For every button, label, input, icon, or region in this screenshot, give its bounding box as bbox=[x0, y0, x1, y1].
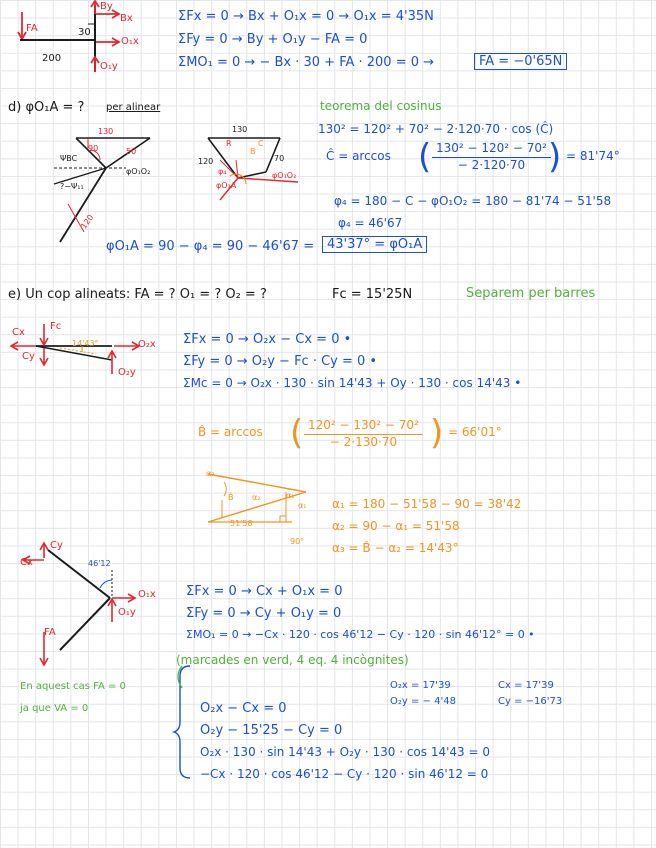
cos-eq-2-lhs: Ĉ = arccos bbox=[326, 149, 391, 163]
cos-eq-2-fraction bbox=[432, 141, 551, 173]
b-angle-lhs: B̂ = arccos bbox=[198, 425, 263, 439]
top-result-fa: FA = −0'65N bbox=[474, 53, 567, 70]
e-angle-triangle bbox=[196, 462, 326, 552]
system-eq-3: O₂x · 130 · sin 14'43 + O₂y · 130 · cos 14'43 = 0 bbox=[200, 745, 490, 759]
cos-theorem-title: teorema del cosinus bbox=[320, 99, 442, 113]
section-e-fc: Fc = 15'25N bbox=[332, 287, 413, 302]
e-bar-free-body-diagram bbox=[0, 310, 180, 390]
tri-b: B̂ bbox=[228, 493, 234, 502]
alpha3-eq: α₃ = B̂ − α₂ = 14'43° bbox=[332, 541, 459, 555]
tri-51-58: 51'58 bbox=[230, 519, 253, 528]
sol-cx: Cx = 17'39 bbox=[498, 680, 554, 691]
sol-o2y: O₂y = − 4'48 bbox=[390, 696, 456, 707]
d1-label-120: 120 bbox=[79, 212, 96, 231]
cos-eq-3: φ₄ = 180 − C − φO₁O₂ = 180 − 81'74 − 51'58 bbox=[334, 194, 612, 208]
b-angle-denominator: − 2·130·70 bbox=[329, 434, 398, 449]
d-result-lhs: φO₁A = 90 − φ₄ = 90 − 46'67 = bbox=[106, 239, 315, 254]
f-cx-label: Cx bbox=[20, 557, 33, 568]
system-brace bbox=[172, 662, 196, 782]
e-eq-sum-mc: ΣMc = 0 → O₂x · 130 · sin 14'43 + Oy · 130 · cos 14'43 • bbox=[183, 376, 522, 390]
d1-label-130: 130 bbox=[98, 127, 114, 136]
fa-zero-note-2: ja que VA = 0 bbox=[20, 703, 89, 714]
f-eq-sum-fy: ΣFy = 0 → Cy + O₁y = 0 bbox=[186, 606, 342, 621]
e-fc-label: Fc bbox=[50, 321, 62, 332]
d2-label-120: 120 bbox=[198, 157, 214, 166]
d1-label-phio1o2: φO₁O₂ bbox=[126, 167, 151, 176]
e-cx-label: Cx bbox=[12, 327, 25, 338]
d2-label-70: 70 bbox=[274, 154, 285, 163]
cos-eq-2-numerator: 130² − 120² − 70² bbox=[432, 141, 551, 158]
f-eq-sum-fx: ΣFx = 0 → Cx + O₁x = 0 bbox=[186, 584, 343, 599]
tri-alpha3: α₃ bbox=[206, 469, 215, 478]
top-eq-sum-fx: ΣFx = 0 → Bx + O₁x = 0 → O₁x = 4'35N bbox=[178, 9, 434, 24]
e-o2y-label: O₂y bbox=[118, 367, 136, 378]
top-eq-sum-fy: ΣFy = 0 → By + O₁y − FA = 0 bbox=[178, 32, 368, 47]
d2-label-130: 130 bbox=[232, 125, 248, 134]
by-label: By bbox=[100, 1, 113, 12]
f-cy-label: Cy bbox=[50, 540, 63, 551]
f-angle-label: 46'12 bbox=[88, 559, 111, 568]
cos-eq-2-rhs: = 81'74° bbox=[566, 149, 620, 163]
e-angle-label: 14'43° bbox=[72, 339, 99, 348]
alpha2-eq: α₂ = 90 − α₁ = 51'58 bbox=[332, 519, 460, 533]
f-eq-sum-mo1: ΣMO₁ = 0 → −Cx · 120 · cos 46'12 − Cy · 120 · sin 46'12° = 0 • bbox=[186, 628, 535, 641]
dim-30: 30 bbox=[78, 27, 91, 38]
d2-label-b: B bbox=[250, 147, 256, 156]
dim-200: 200 bbox=[42, 53, 62, 64]
d1-label-90: 90 bbox=[88, 144, 99, 153]
system-eq-4: −Cx · 120 · cos 46'12 − Cy · 120 · sin 46'12 = 0 bbox=[200, 767, 489, 781]
d-result-box: 43'37° = φO₁A bbox=[322, 236, 427, 253]
fa-label: FA bbox=[26, 23, 38, 34]
d1-label-50: 50 bbox=[126, 147, 137, 156]
b-angle-fraction bbox=[304, 418, 423, 450]
b-angle-rhs: = 66'01° bbox=[448, 425, 502, 439]
section-d-header: d) φO₁A = ? bbox=[8, 100, 85, 115]
section-e-note: Separem per barres bbox=[466, 286, 596, 301]
d1-label-psibc: ΨBC bbox=[60, 154, 78, 163]
d2-label-c: C bbox=[258, 139, 264, 148]
alpha1-eq: α₁ = 180 − 51'58 − 90 = 38'42 bbox=[332, 497, 522, 511]
o1x-label: O₁x bbox=[121, 36, 139, 47]
d-mechanism-sketch-2 bbox=[190, 120, 320, 250]
tri-90: 90° bbox=[290, 537, 305, 546]
cos-eq-4: φ₄ = 46'67 bbox=[338, 216, 403, 230]
system-eq-2: O₂y − 15'25 − Cy = 0 bbox=[200, 723, 343, 738]
fa-zero-note-1: En aquest cas FA = 0 bbox=[20, 681, 126, 692]
d2-label-r: R bbox=[226, 139, 232, 148]
f-fa-label: FA bbox=[44, 627, 56, 638]
sol-o2x: O₂x = 17'39 bbox=[390, 680, 451, 691]
bx-label: Bx bbox=[120, 13, 133, 24]
d2-label-phi4: φ₄ bbox=[218, 167, 227, 176]
system-note: (marcades en verd, 4 eq. 4 incògnites) bbox=[176, 653, 409, 667]
sol-cy: Cy = −16'73 bbox=[498, 696, 563, 707]
b-angle-numerator: 120² − 130² − 70² bbox=[304, 418, 423, 435]
tri-alpha2: α₂ bbox=[252, 493, 261, 502]
d1-label-unknown: ?−Ψ₁₁ bbox=[60, 182, 84, 191]
f-o1y-label: O₁y bbox=[118, 607, 136, 618]
d2-label-phio1a: φO₁A bbox=[216, 181, 237, 190]
top-eq-sum-mo1: ΣMO₁ = 0 → − Bx · 30 + FA · 200 = 0 → bbox=[178, 55, 435, 70]
e-eq-sum-fy: ΣFy = 0 → O₂y − Fc · Cy = 0 • bbox=[183, 354, 378, 369]
o1y-label: O₁y bbox=[100, 61, 118, 72]
e-cy-label: Cy bbox=[22, 351, 35, 362]
cos-eq-1: 130² = 120² + 70² − 2·120·70 · cos (Ĉ) bbox=[318, 122, 554, 136]
tri-alpha1: α₁ bbox=[286, 491, 295, 500]
d2-label-phio1o2: φO₁O₂ bbox=[272, 171, 297, 180]
section-d-note: per alinear bbox=[106, 102, 161, 113]
cos-eq-2-denominator: − 2·120·70 bbox=[457, 157, 526, 172]
section-e-header: e) Un cop alineats: FA = ? O₁ = ? O₂ = ? bbox=[8, 287, 267, 302]
e-eq-sum-fx: ΣFx = 0 → O₂x − Cx = 0 • bbox=[183, 332, 352, 347]
tri-alpha1-b: α₁ bbox=[298, 501, 307, 510]
f-o1x-label: O₁x bbox=[138, 589, 156, 600]
e-o2x-label: O₂x bbox=[138, 339, 156, 350]
system-eq-1: O₂x − Cx = 0 bbox=[200, 701, 287, 716]
